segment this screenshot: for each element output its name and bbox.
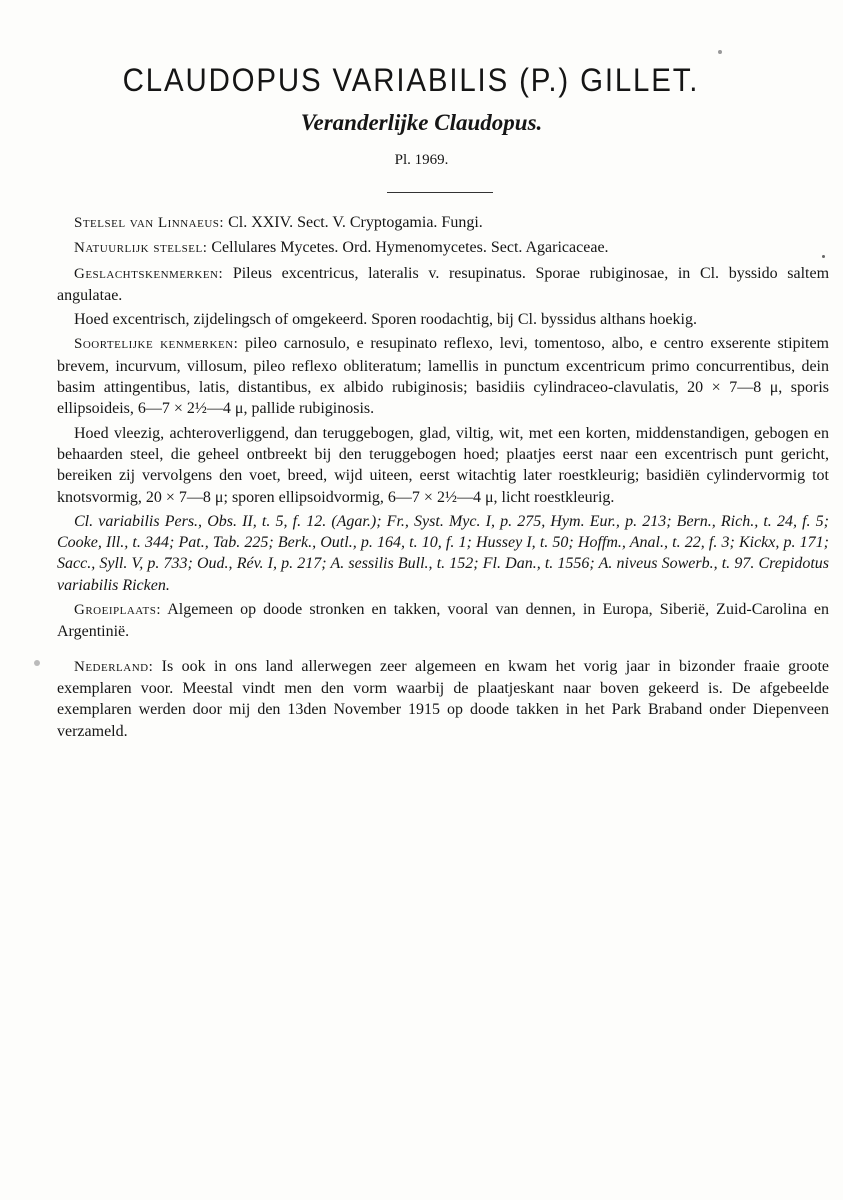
section-label: Nederland: — [74, 658, 154, 675]
divider — [387, 192, 493, 193]
section-text: Algemeen op doode stronken en takken, vooral van dennen, in Europa, Siberië, Zuid-Carolina en Argentinië. — [57, 601, 830, 641]
section-geslachtskenmerken — [57, 263, 829, 307]
section-natuurlijk-stelsel — [57, 237, 829, 259]
section-text-dutch: Hoed vleezig, achteroverliggend, dan teruggebogen, glad, viltig, wit, met een korten, middenstandigen, gebogen en behaarden steel, die geheel ontbreekt bij den teruggebogen hoed; plaatjes eerst naar een excentrisch punt gericht, bereiken zij vervolgens den voet, breed, wijd uiteen, eerst witachtig later roestkleurig; basidiën cylindervormig tot knotsvormig, 20 × 7—8 μ; sporen ellipsoidvormig, 6—7 × 2½—4 μ, licht roestkleurig. — [57, 424, 829, 506]
page-subtitle: Veranderlijke Claudopus. — [300, 110, 543, 135]
section-text-dutch: Hoed excentrisch, zijdelingsch of omgekeerd. Sporen roodachtig, bij Cl. byssidus althans hoekig. — [74, 311, 697, 329]
section-text: Cl. XXIV. Sect. V. Cryptogamia. Fungi. — [228, 214, 483, 231]
plate-number: Pl. 1969. — [394, 152, 449, 168]
spacer — [57, 646, 829, 656]
section-label: Groeiplaats: — [74, 602, 162, 619]
synonyms-text: Cl. variabilis Pers., Obs. II, t. 5, f. 12. (Agar.); Fr., Syst. Myc. I, p. 275, Hym. Eur., p. 213; Bern., Rich., t. 24, f. 5; Cooke, Ill., t. 344; Pat., Tab. 225; Berk., Outl., p. 164, t. 10, f. 1; Hussey I, t. 50; Hoffm., Anal., t. 22, f. 3; Kickx, p. 171; Sacc., Syll. V, p. 733; Oud., Rév. I, p. 217; A. sessilis Bull., t. 152; Fl. Dan., t. 1556; A. niveus Sowerb., t. 97. Crepidotus variabilis Ricken. — [57, 512, 829, 594]
section-text-latin: pileo carnosulo, e resupinato reflexo, levi, tomentoso, albo, e centro exserente stipitem brevem, incurvum, villosum, pileo reflexo obliteratum; lamellis in punctum excentricum primo concurrentibus, dein basim attingentibus, latis, distantibus, ex albido rubiginosis; basidiis cylindraceo-clavulatis, 20 × 7—8 μ, sporis ellipsoideis, 6—7 × 2½—4 μ, pallide rubiginosis. — [57, 335, 830, 418]
page-title: CLAUDOPUS VARIABILIS (P.) GILLET. — [122, 62, 700, 98]
section-label: Natuurlijk stelsel: — [74, 240, 208, 257]
section-geslachtskenmerken-dutch — [57, 309, 829, 330]
section-label: Soortelijke kenmerken: — [74, 336, 239, 353]
speck-left — [34, 660, 40, 666]
section-text: Cellulares Mycetes. Ord. Hymenomycetes. Sect. Agaricaceae. — [211, 239, 609, 257]
section-label: Geslachtskenmerken: — [74, 265, 224, 282]
section-soortelijke-kenmerken — [57, 333, 829, 419]
section-text: Is ook in ons land allerwegen zeer algemeen en kwam het vorig jaar in bizonder fraaie groote exemplaren voor. Meestal vindt men den vorm waarbij de plaatjeskant naar boven gekeerd is. De afgebeelde exemplaren werden door mij den 13den November 1915 op doode takken in het Park Braband onder Diepenveen verzameld. — [57, 657, 829, 740]
section-groeiplaats — [57, 599, 829, 643]
body-text — [57, 212, 829, 745]
speck-top-right — [718, 50, 722, 54]
section-text-latin: Pileus excentricus, lateralis v. resupinatus. Sporae rubiginosae, in Cl. byssido saltem angulatae. — [57, 264, 830, 304]
section-nederland — [57, 656, 829, 742]
section-soortelijke-kenmerken-dutch — [57, 423, 829, 508]
section-synonyms — [57, 511, 829, 596]
section-stelsel-linnaeus — [57, 212, 829, 234]
section-label: Stelsel van Linnaeus: — [74, 215, 225, 231]
